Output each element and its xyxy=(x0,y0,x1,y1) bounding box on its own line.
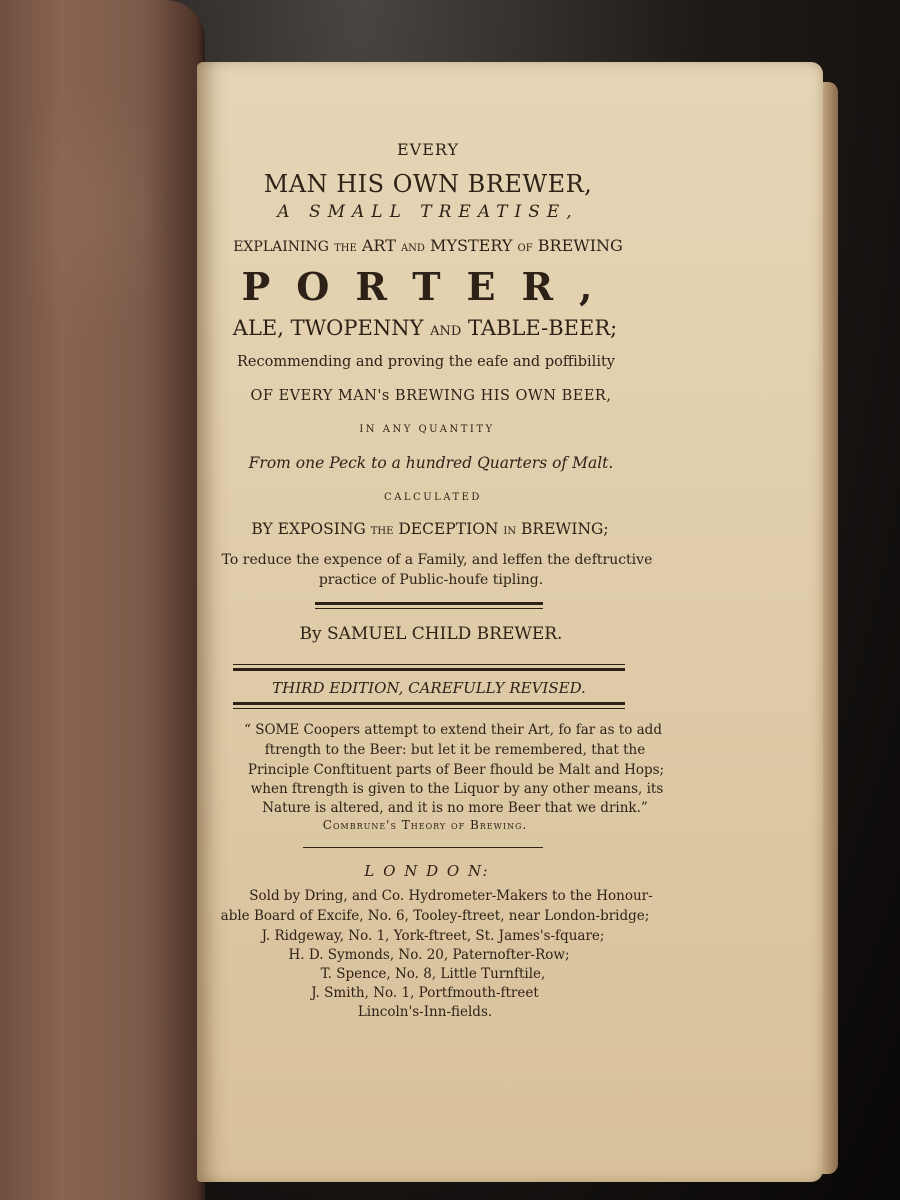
calculated-line: CALCULATED xyxy=(384,492,482,503)
explaining-word: EXPLAINING xyxy=(233,239,329,255)
recommending-line: Recommending and proving the eafe and poffibility xyxy=(237,354,615,370)
brewing-text: BREWING; xyxy=(521,520,609,538)
any-quantity-line: IN ANY QUANTITY xyxy=(359,424,495,435)
by-exposing-text: BY EXPOSING xyxy=(251,520,366,538)
imprint-line-5: T. Spence, No. 8, Little Turnftile, xyxy=(320,966,546,982)
edition-line: THIRD EDITION, CAREFULLY REVISED. xyxy=(272,679,586,697)
quote-line-5: Nature is altered, and it is no more Beer that we drink.” xyxy=(262,800,648,816)
title-ale-twopenny xyxy=(233,316,617,340)
author-line: By SAMUEL CHILD BREWER. xyxy=(299,624,563,644)
of-word: OF xyxy=(517,243,533,254)
imprint-line-1: Sold by Dring, and Co. Hydrometer-Makers to the Honour- xyxy=(249,888,653,904)
divider-rule-4 xyxy=(303,847,543,848)
reduce-line: To reduce the expence of a Family, and leffen the deftructive xyxy=(221,552,653,568)
brewing-word: BREWING xyxy=(537,236,623,255)
and-small: AND xyxy=(430,324,462,339)
divider-rule-1b xyxy=(315,608,543,609)
mystery-word: MYSTERY xyxy=(430,236,513,255)
quote-line-3: Principle Conftituent parts of Beer fhould be Malt and Hops; xyxy=(247,762,665,778)
quote-line-2: ftrength to the Beer: but let it be remembered, that the xyxy=(264,742,646,758)
quote-source: Combrune's Theory of Brewing. xyxy=(322,818,528,832)
title-page xyxy=(197,62,823,1182)
art-word: ART xyxy=(361,236,396,255)
title-main: MAN HIS OWN BREWER, xyxy=(263,170,593,198)
divider-rule-3b xyxy=(233,708,625,709)
imprint-line-7: Lincoln's-Inn-fields. xyxy=(357,1004,493,1020)
imprint-line-3: J. Ridgeway, No. 1, York-ftreet, St. James's-fquare; xyxy=(261,928,605,944)
front-cover-board xyxy=(0,0,205,1200)
title-porter: PORTER, xyxy=(241,264,619,309)
imprint-line-6: J. Smith, No. 1, Portfmouth-ftreet xyxy=(311,985,539,1001)
the-word: THE xyxy=(334,243,357,254)
in-small: IN xyxy=(503,526,517,537)
peck-line: From one Peck to a hundred Quarters of Malt. xyxy=(248,454,614,472)
ale-twopenny-text: ALE, TWOPENNY xyxy=(232,316,424,340)
deception-text: DECEPTION xyxy=(398,520,499,538)
every-man-line: OF EVERY MAN's BREWING HIS OWN BEER, xyxy=(250,388,612,404)
practice-line: practice of Public-houfe tipling. xyxy=(318,572,544,588)
divider-rule-2 xyxy=(233,668,625,671)
title-every: EVERY xyxy=(396,140,460,159)
divider-rule-1 xyxy=(315,602,543,605)
and-word: AND xyxy=(400,243,425,254)
quote-line-4: when ftrength is given to the Liquor by any other means, its xyxy=(250,781,664,797)
imprint-line-2: able Board of Excife, No. 6, Tooley-ftreet, near London-bridge; xyxy=(220,908,650,924)
title-explaining xyxy=(233,236,623,255)
the-small: THE xyxy=(370,526,394,537)
worn-leather-area xyxy=(10,80,170,340)
divider-rule-3 xyxy=(233,702,625,705)
imprint-line-4: H. D. Symonds, No. 20, Paternofter-Row; xyxy=(288,947,570,963)
exposing-line xyxy=(251,520,608,538)
quote-line-1: “ SOME Coopers attempt to extend their Art, fo far as to add xyxy=(244,722,662,738)
title-small-treatise: A SMALL TREATISE, xyxy=(277,202,579,222)
divider-rule-2a xyxy=(233,664,625,665)
city-line: L O N D O N: xyxy=(364,862,490,880)
table-beer-text: TABLE-BEER; xyxy=(468,316,618,340)
